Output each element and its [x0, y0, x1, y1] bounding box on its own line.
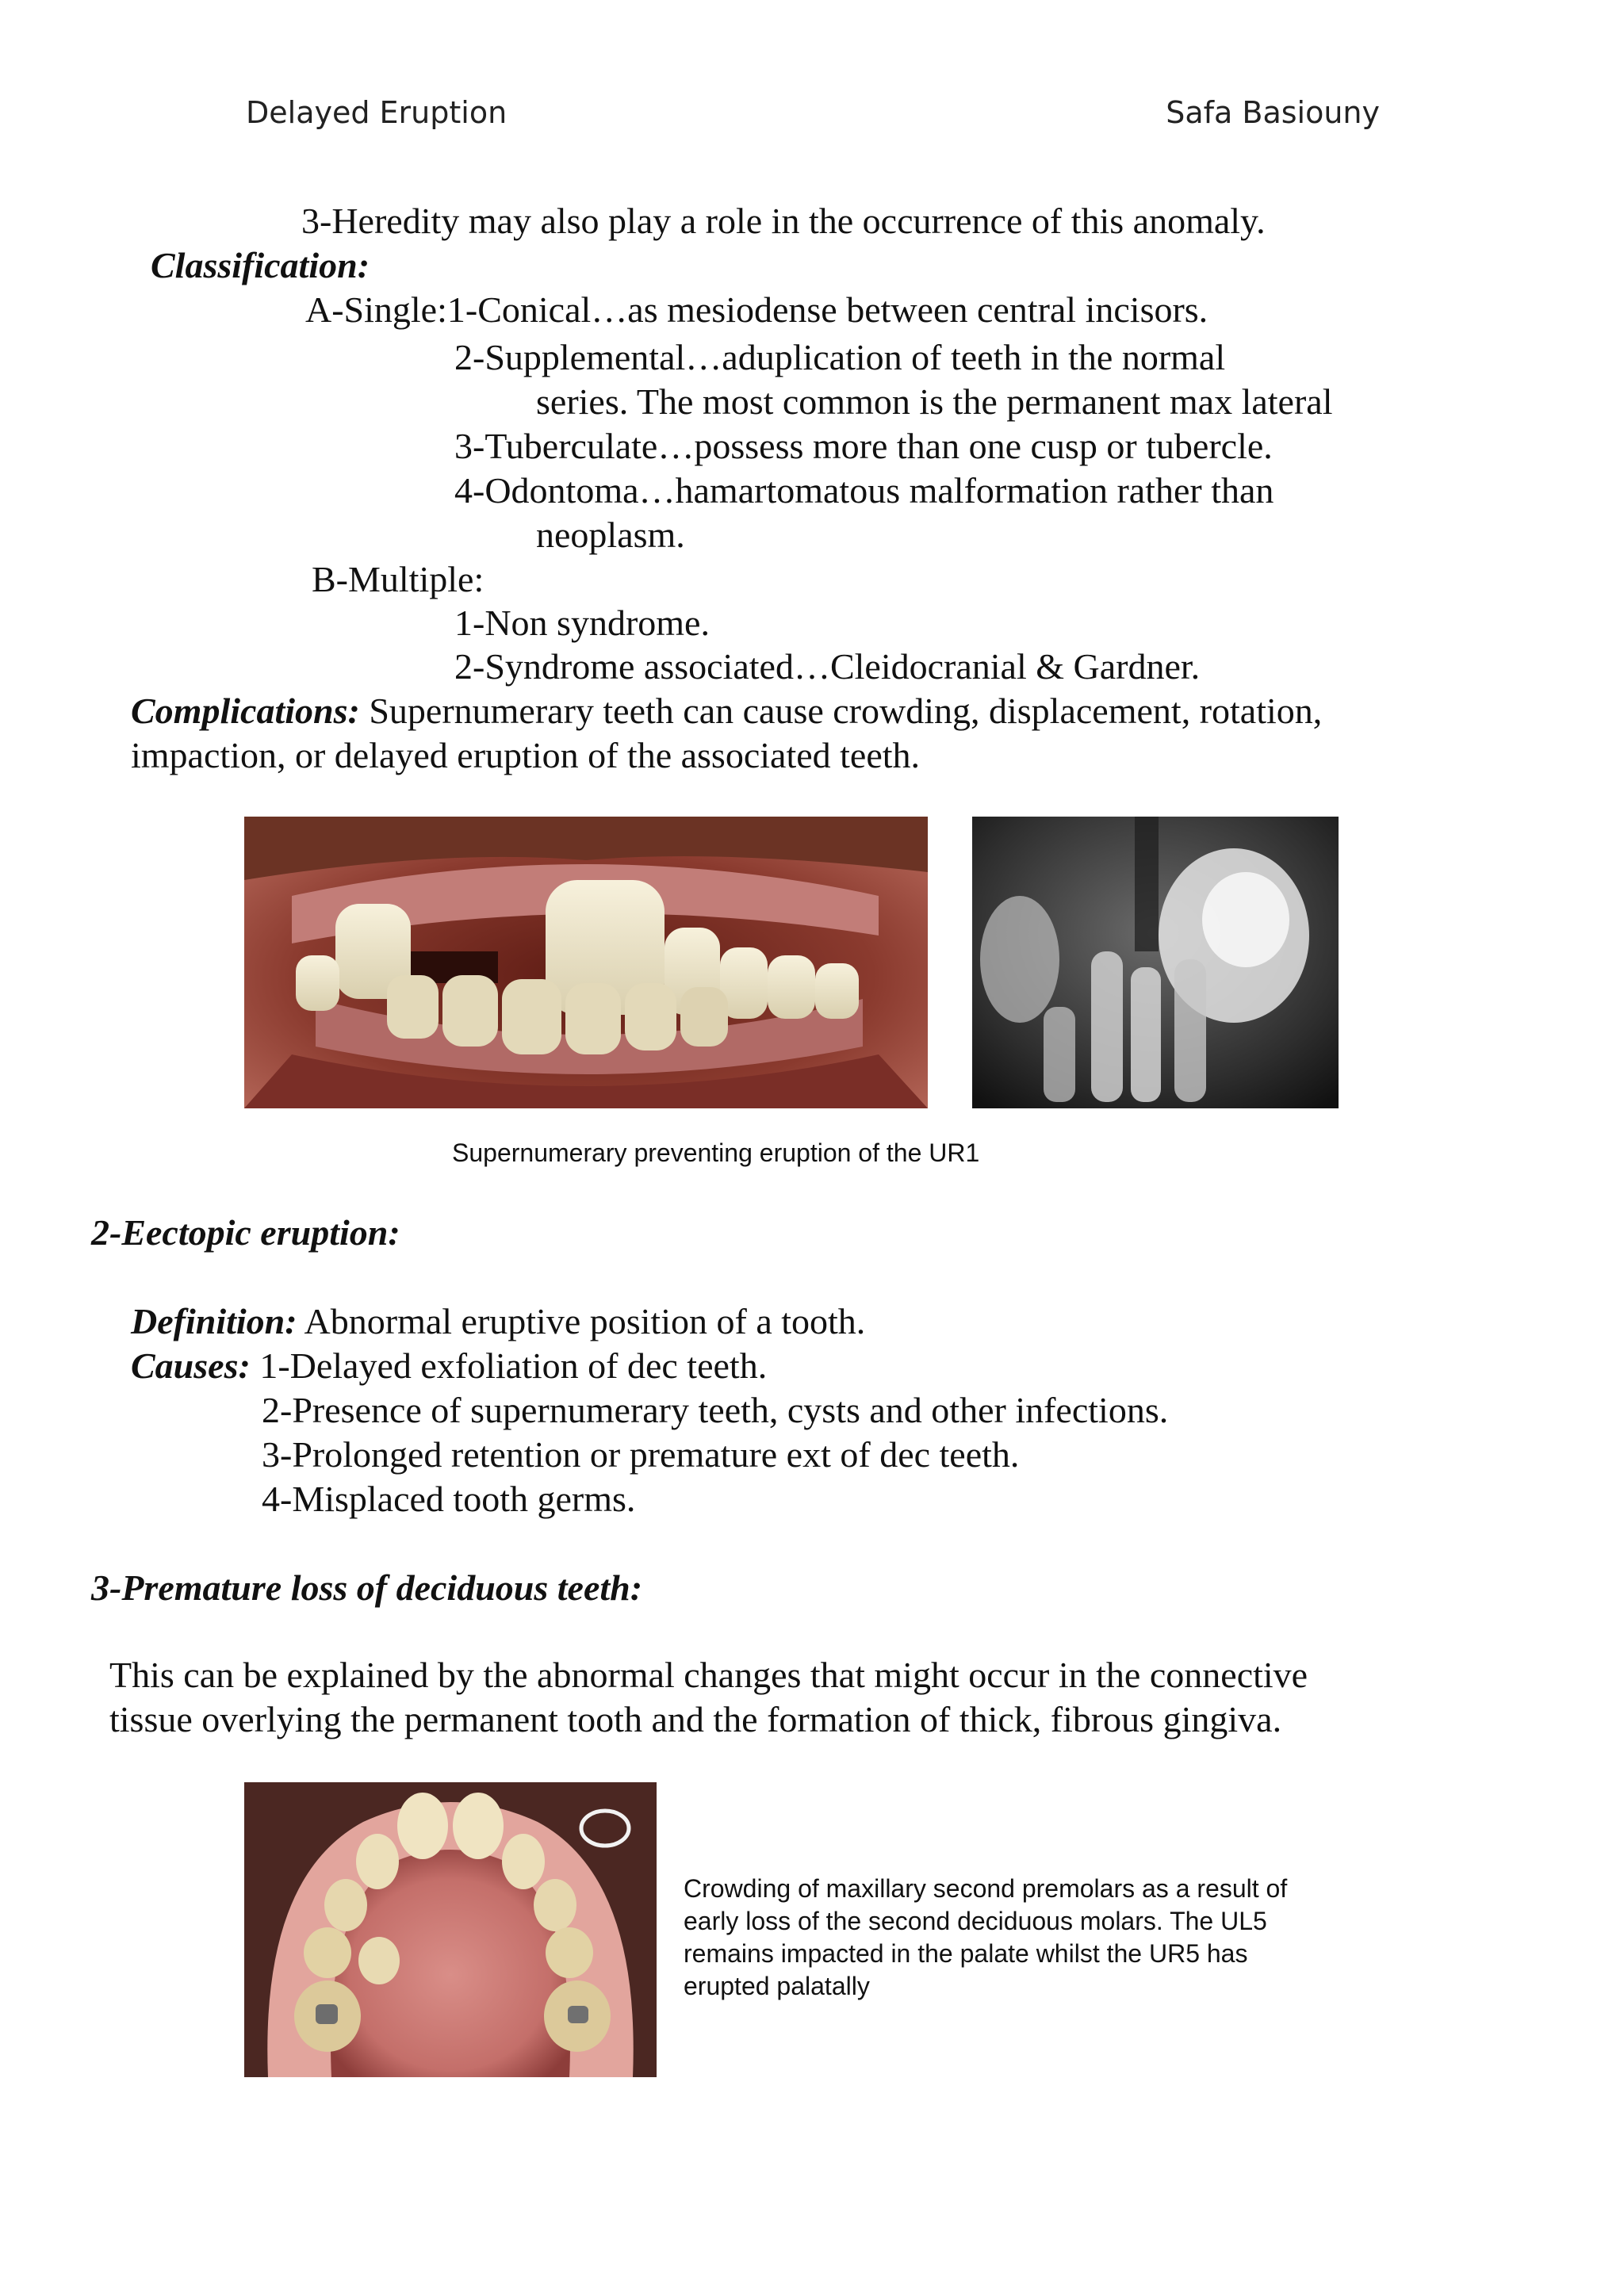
definition-label: Definition:: [131, 1301, 297, 1341]
figure2-caption-line1: Crowding of maxillary second premolars as a result of: [684, 1874, 1288, 1903]
cause-4: 4-Misplaced tooth germs.: [262, 1479, 636, 1519]
header-author: Safa Basiouny: [1166, 95, 1380, 130]
header-title: Delayed Eruption: [246, 95, 508, 130]
complications-paragraph-line2: impaction, or delayed eruption of the associated teeth.: [131, 735, 921, 775]
complications-paragraph-line1: [131, 693, 1322, 729]
ectopic-causes-line1: [131, 1345, 768, 1386]
intraoral-photo: [244, 817, 928, 1108]
class-single-conical: A-Single:1-Conical…as mesiodense between central incisors.: [305, 289, 1208, 330]
occlusal-photo: [244, 1782, 657, 2077]
figure1-caption: Supernumerary preventing eruption of the UR1: [452, 1138, 980, 1167]
radiograph-photo: [972, 817, 1339, 1108]
occlusal-photo-illustration: [244, 1782, 657, 2077]
definition-text: Abnormal eruptive position of a tooth.: [297, 1301, 866, 1341]
ectopic-definition: [131, 1303, 865, 1340]
figure2-caption-line2: early loss of the second deciduous molars. The UL5: [684, 1907, 1267, 1935]
cause-1: 1-Delayed exfoliation of dec teeth.: [250, 1345, 768, 1386]
class-supplemental-line2: series. The most common is the permanent max lateral: [536, 381, 1333, 422]
class-tuberculate: 3-Tuberculate…possess more than one cusp or tubercle.: [454, 426, 1273, 466]
class-odontoma-line1: 4-Odontoma…hamartomatous malformation rather than: [454, 470, 1274, 511]
figure2-caption-line3: remains impacted in the palate whilst the UR5 has: [684, 1939, 1248, 1968]
figure2-caption-line4: erupted palatally: [684, 1972, 870, 2000]
premature-heading: 3-Premature loss of deciduous teeth:: [91, 1567, 643, 1608]
heredity-text: 3-Heredity may also play a role in the occurrence of this anomaly.: [301, 201, 1266, 241]
figure2-caption: [684, 1873, 1287, 2003]
causes-label: Causes:: [131, 1345, 251, 1386]
class-odontoma-line2: neoplasm.: [536, 515, 685, 555]
class-supplemental-line1: 2-Supplemental…aduplication of teeth in the normal: [454, 337, 1226, 377]
cause-2: 2-Presence of supernumerary teeth, cysts and other infections.: [262, 1390, 1169, 1430]
intraoral-photo-illustration: [244, 817, 928, 1108]
class-multiple: B-Multiple:: [312, 559, 485, 599]
complications-label: Complications:: [131, 691, 360, 731]
premature-text-line1: This can be explained by the abnormal changes that might occur in the connective: [109, 1655, 1308, 1695]
radiograph-illustration: [972, 817, 1339, 1108]
complications-text: Supernumerary teeth can cause crowding, displacement, rotation,: [359, 691, 1323, 731]
classification-heading: Classification:: [151, 245, 370, 285]
class-non-syndrome: 1-Non syndrome.: [454, 603, 710, 643]
cause-3: 3-Prolonged retention or premature ext of dec teeth.: [262, 1434, 1020, 1475]
class-syndrome: 2-Syndrome associated…Cleidocranial & Gardner.: [454, 646, 1201, 687]
premature-text-line2: tissue overlying the permanent tooth and the formation of thick, fibrous gingiva.: [109, 1699, 1282, 1739]
ectopic-heading: 2-Eectopic eruption:: [91, 1212, 400, 1253]
